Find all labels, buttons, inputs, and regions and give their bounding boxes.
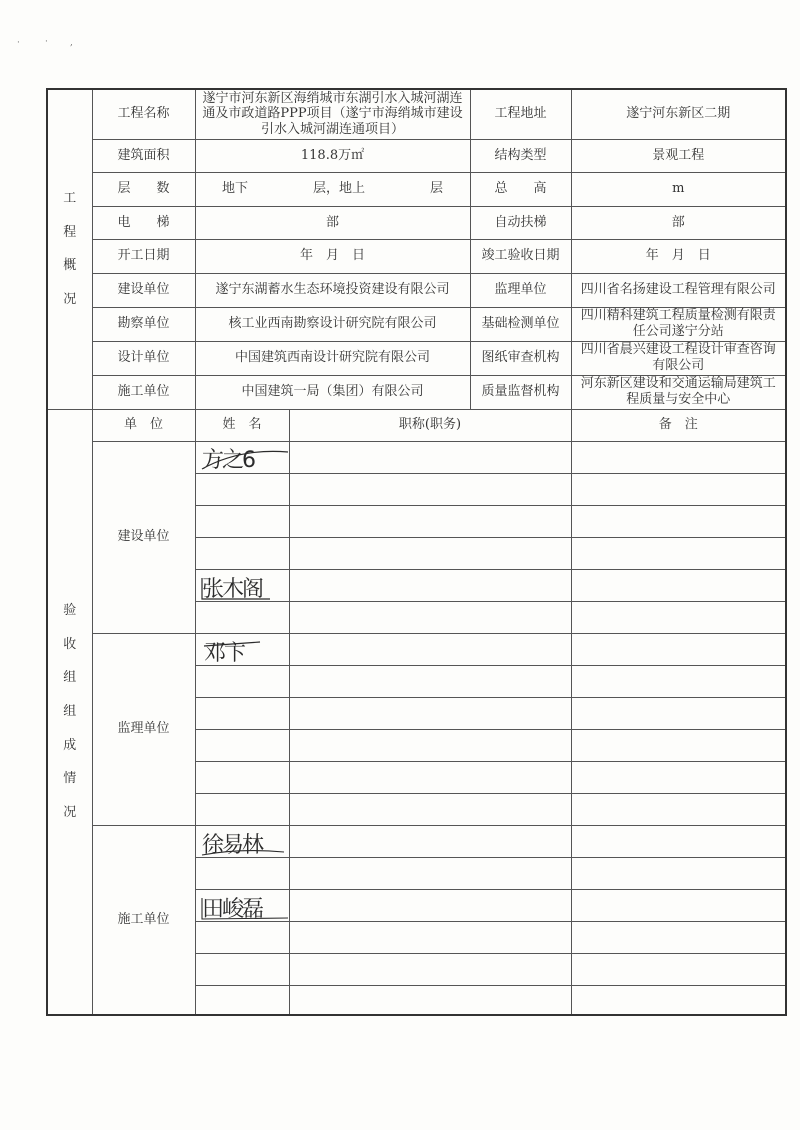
unit-construction: 建设单位	[92, 441, 195, 633]
value-escalator: 部	[571, 206, 786, 239]
value-completion-date: 年 月 日	[571, 239, 786, 273]
value-elevator: 部	[195, 206, 470, 239]
label-building-area: 建筑面积	[92, 139, 195, 172]
value-foundation-test-unit: 四川精科建筑工程质量检测有限责任公司遂宁分站	[571, 307, 786, 341]
svg-text:方之6: 方之6	[201, 447, 254, 473]
label-completion-date: 竣工验收日期	[470, 239, 571, 273]
value-total-height: m	[571, 172, 786, 206]
header-title: 职称(职务)	[289, 409, 571, 441]
label-floors: 层 数	[92, 172, 195, 206]
label-project-name: 工程名称	[92, 89, 195, 139]
section-label-acceptance-group: 验 收 组 组 成 情 况	[47, 409, 92, 1015]
scan-mark: ,	[70, 38, 73, 48]
signature-contractor-1	[200, 828, 290, 858]
signature-cell	[195, 441, 289, 473]
value-contractor: 中国建筑一局（集团）有限公司	[195, 375, 470, 409]
value-construction-unit: 遂宁东湖蓄水生态环境投资建设有限公司	[195, 273, 470, 307]
value-design-unit: 中国建筑西南设计研究院有限公司	[195, 341, 470, 375]
value-project-name: 遂宁市河东新区海绡城市东湖引水入城河湖连通及市政道路PPP项目（遂宁市海绡城市建设引水入城河湖连通项目）	[195, 89, 470, 139]
label-drawing-review: 图纸审查机构	[470, 341, 571, 375]
svg-text:田峻磊: 田峻磊	[201, 896, 262, 921]
header-name: 姓 名	[195, 409, 289, 441]
acceptance-form-table	[46, 88, 787, 1016]
label-project-address: 工程地址	[470, 89, 571, 139]
svg-text:徐易林: 徐易林	[201, 832, 262, 857]
value-floors: 地下 层，地上 层	[195, 172, 470, 206]
signature-construction-1	[200, 444, 290, 474]
header-unit: 单 位	[92, 409, 195, 441]
svg-text:张木阁: 张木阁	[201, 576, 262, 601]
value-building-area: 118.8万㎡	[195, 139, 470, 172]
scan-mark: ·	[45, 37, 48, 47]
section-label-project-overview: 工 程 概 况	[47, 89, 92, 409]
value-supervision-unit: 四川省名扬建设工程管理有限公司	[571, 273, 786, 307]
label-quality-supervision: 质量监督机构	[470, 375, 571, 409]
value-project-address: 遂宁河东新区二期	[571, 89, 786, 139]
signature-cell	[195, 569, 289, 601]
label-escalator: 自动扶梯	[470, 206, 571, 239]
label-design-unit: 设计单位	[92, 341, 195, 375]
value-drawing-review: 四川省晨兴建设工程设计审查咨询有限公司	[571, 341, 786, 375]
signature-cell	[195, 633, 289, 665]
label-total-height: 总 高	[470, 172, 571, 206]
label-elevator: 电 梯	[92, 206, 195, 239]
signature-supervision-1	[200, 636, 290, 666]
label-structure-type: 结构类型	[470, 139, 571, 172]
signature-cell	[195, 889, 289, 921]
label-contractor: 施工单位	[92, 375, 195, 409]
header-remark: 备 注	[571, 409, 786, 441]
value-start-date: 年 月 日	[195, 239, 470, 273]
signature-construction-2	[200, 572, 290, 602]
label-start-date: 开工日期	[92, 239, 195, 273]
signature-cell	[195, 825, 289, 857]
label-supervision-unit: 监理单位	[470, 273, 571, 307]
svg-text:邓卞: 邓卞	[203, 640, 244, 665]
unit-contractor: 施工单位	[92, 825, 195, 1015]
signature-contractor-2	[200, 892, 290, 922]
value-survey-unit: 核工业西南勘察设计研究院有限公司	[195, 307, 470, 341]
unit-supervision: 监理单位	[92, 633, 195, 825]
scan-mark: ·	[17, 38, 20, 48]
value-structure-type: 景观工程	[571, 139, 786, 172]
value-quality-supervision: 河东新区建设和交通运输局建筑工程质量与安全中心	[571, 375, 786, 409]
label-construction-unit: 建设单位	[92, 273, 195, 307]
label-survey-unit: 勘察单位	[92, 307, 195, 341]
label-foundation-test-unit: 基础检测单位	[470, 307, 571, 341]
